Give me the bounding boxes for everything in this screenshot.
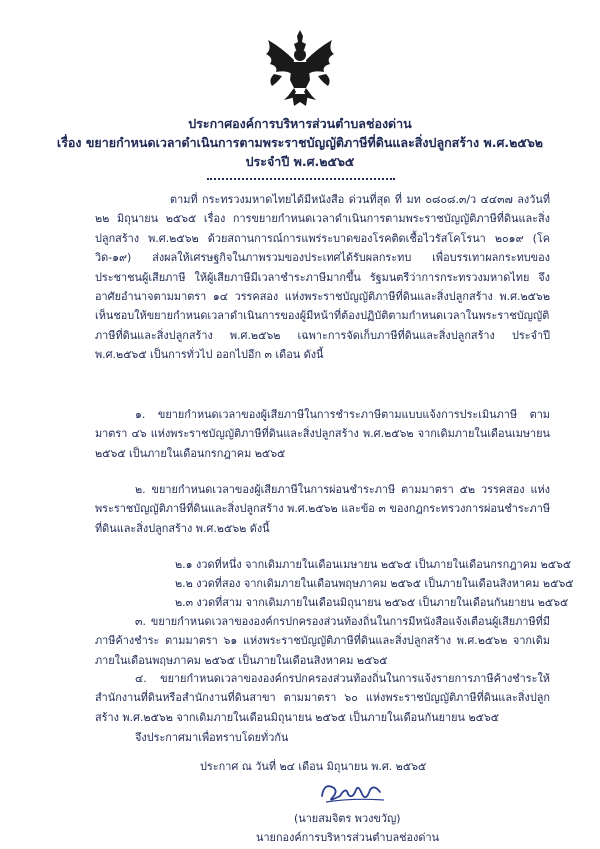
item-2-2-line: ๒.๒ งวดที่สอง จากเดิมภายในเดือนพฤษภาคม ๒๕๖๕ เป็นภายในเดือนสิงหาคม ๒๕๖๕ [175,577,574,590]
item-2-1-line: ๒.๑ งวดที่หนึ่ง จากเดิมภายในเดือนเมษายน ๒๕๖๕ เป็นภายในเดือนกรกฎาคม ๒๕๖๕ [175,558,572,571]
item-4-paragraph: ๔. ขยายกำหนดเวลาขององค์กรปกครองส่วนท้องถิ่นในการแจ้งรายการภาษีค้างชำระให้สำนักงานที่ดินหรือสำนักงานที่ดินสาขา ตามมาตรา ๖๐ แห่งพระราชบัญญัติภาษีที่ดินและสิ่งปลูกสร้าง พ.ศ.๒๕๖๒ จากเดิมภายในเดือนมิถุนายน ๒๕๖๕ เป็นภายในเดือนกันยายน ๒๕๖๕ [95,672,550,724]
handwritten-signature [318,776,388,806]
announcement-date: ประกาศ ณ วันที่ ๒๔ เดือน มิถุนายน พ.ศ. ๒๕๖๕ [200,760,427,773]
signatory-position: นายกองค์การบริหารส่วนตำบลช่องด่าน [256,831,440,844]
intro-paragraph: ตามที่ กระทรวงมหาดไทยได้มีหนังสือ ด่วนที่สุด ที่ มท ๐๘๐๘.๓/ว ๔๔๓๗ ลงวันที่ ๒๒ มิถุนายน ๒๕๖๕ เรื่อง การขยายกำหนดเวลาดำเนินการตามพระราชบัญญัติภาษีที่ดินและสิ่งปลูกสร้าง พ.ศ.๒๕๖๒ ด้วยสถานการณ์การแพร่ระบาดของโรคติดเชื้อไวรัสโคโรนา ๒๐๑๙ (โควิด-๑๙) ส่งผลให้เศรษฐกิจในภาพรวมของประเทศได้รับผลกระทบ เพื่อบรรเทาผลกระทบของประชาชนผู้เสียภาษี ให้ผู้เสียภาษีมีเวลาชำระภาษีมากขึ้น รัฐมนตรีว่าการกระทรวงมหาดไทย จึงอาศัยอำนาจตามมาตรา ๑๔ วรรคสอง แห่งพระราชบัญญัติภาษีที่ดินและสิ่งปลูกสร้าง พ.ศ.๒๕๖๒ เห็นชอบให้ขยายกำหนดเวลาดำเนินการของผู้มีหน้าที่ต้องปฏิบัติตามกำหนดเวลาในพระราชบัญญัติภาษีที่ดินและสิ่งปลูกสร้าง พ.ศ.๒๕๖๒ เฉพาะการจัดเก็บภาษีที่ดินและสิ่งปลูกสร้าง ประจำปี พ.ศ.๒๕๖๕ เป็นการทั่วไป ออกไปอีก ๓ เดือน ดังนี้ [95,193,550,362]
item-3-paragraph: ๓. ขยายกำหนดเวลาขององค์กรปกครองส่วนท้องถิ่นในการมีหนังสือแจ้งเตือนผู้เสียภาษีที่มีภาษีค้างชำระ ตามมาตรา ๖๑ แห่งพระราชบัญญัติภาษีที่ดินและสิ่งปลูกสร้าง พ.ศ.๒๕๖๒ จากเดิมภายในเดือนพฤษภาคม ๒๕๖๕ เป็นภายในเดือนสิงหาคม ๒๕๖๕ [95,615,550,667]
item-2-3-line: ๒.๓ งวดที่สาม จากเดิมภายในเดือนมิถุนายน ๒๕๖๕ เป็นภายในเดือนกันยายน ๒๕๖๕ [175,596,569,609]
item-1-paragraph: ๑. ขยายกำหนดเวลาของผู้เสียภาษีในการชำระภาษีตามแบบแจ้งการประเมินภาษี ตามมาตรา ๔๖ แห่งพระราชบัญญัติภาษีที่ดินและสิ่งปลูกสร้าง พ.ศ.๒๕๖๒ จากเดิมภายในเดือนเมษายน ๒๕๖๕ เป็นภายในเดือนกรกฎาคม ๒๕๖๕ [95,408,550,460]
closing-line: จึงประกาศมาเพื่อทราบโดยทั่วกัน [135,731,289,744]
signatory-name: (นายสมจิตร พวงขวัญ) [294,812,401,825]
garuda-emblem-icon [262,28,338,108]
announcement-subject: เรื่อง ขยายกำหนดเวลาดำเนินการตามพระราชบัญญัติภาษีที่ดินและสิ่งปลูกสร้าง พ.ศ.๒๕๖๒ [56,135,544,150]
dotted-divider [207,178,395,180]
announcement-year: ประจำปี พ.ศ.๒๕๖๕ [245,154,355,169]
item-2-paragraph: ๒. ขยายกำหนดเวลาของผู้เสียภาษีในการผ่อนชำระภาษี ตามมาตรา ๕๒ วรรคสอง แห่งพระราชบัญญัติภาษีที่ดินและสิ่งปลูกสร้าง พ.ศ.๒๕๖๒ และข้อ ๓ ของกฎกระทรวงการผ่อนชำระภาษีที่ดินและสิ่งปลูกสร้าง พ.ศ.๒๕๖๒ ดังนี้ [95,483,550,535]
announcement-title: ประกาศองค์การบริหารส่วนตำบลช่องด่าน [188,116,412,131]
